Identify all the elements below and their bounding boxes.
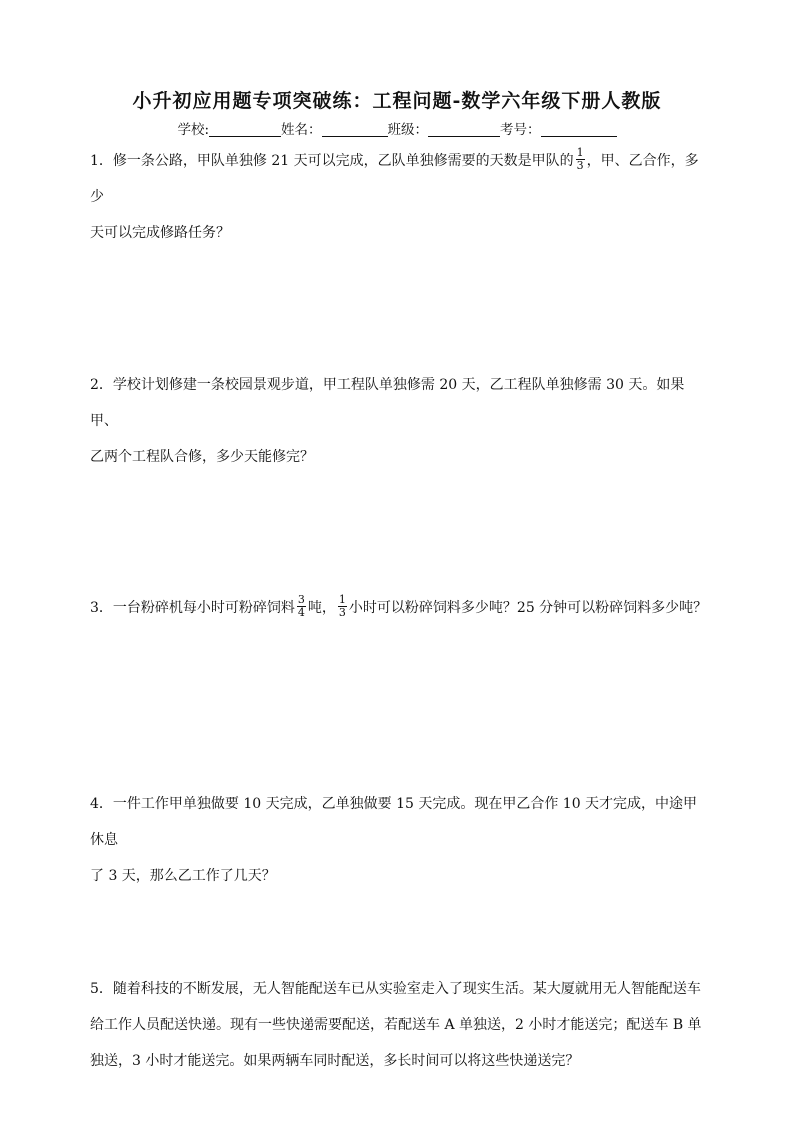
exam-no-label: 考号： bbox=[500, 122, 541, 138]
fraction-denominator: 3 bbox=[576, 158, 584, 172]
fraction-denominator: 4 bbox=[297, 605, 305, 619]
question-5-line-2: 给工作人员配送快递。现有一些快递需要配送，若配送车 A 单独送，2 小时才能送完；配送车 B 单 bbox=[90, 1017, 702, 1033]
question-2-line-1: 2．学校计划修建一条校园景观步道，甲工程队单独修需 20 天，乙工程队单独修需 30 天。如果甲、 bbox=[90, 377, 685, 429]
exam-no-blank bbox=[541, 122, 617, 137]
page-title: 小升初应用题专项突破练：工程问题-数学六年级下册人教版 bbox=[132, 90, 662, 112]
question-1-line-1 bbox=[90, 143, 710, 215]
question-3-text-b: 吨， bbox=[307, 600, 336, 616]
question-1-text-b: ，甲、乙合作，多少 bbox=[90, 153, 699, 205]
school-blank bbox=[209, 122, 281, 137]
fraction-numerator: 1 bbox=[576, 145, 584, 159]
fraction-three-quarters bbox=[297, 594, 306, 619]
class-label: 班级： bbox=[387, 122, 429, 138]
name-label: 姓名： bbox=[281, 122, 322, 138]
question-3-line-1 bbox=[90, 590, 710, 626]
school-label: 学校: bbox=[177, 122, 210, 138]
question-2 bbox=[90, 367, 710, 475]
question-1-line-2: 天可以完成修路任务？ bbox=[90, 225, 230, 241]
fraction-numerator: 1 bbox=[338, 592, 346, 606]
question-4-line-2: 了 3 天，那么乙工作了几天？ bbox=[90, 868, 276, 884]
question-3-text-a: 3．一台粉碎机每小时可粉碎饲料 bbox=[90, 600, 295, 616]
question-5-line-3: 独送，3 小时才能送完。如果两辆车同时配送，多长时间可以将这些快递送完？ bbox=[90, 1053, 580, 1069]
name-blank bbox=[322, 122, 388, 137]
question-3 bbox=[90, 590, 710, 626]
class-blank bbox=[428, 122, 500, 137]
question-2-line-2: 乙两个工程队合修，多少天能修完？ bbox=[90, 449, 314, 465]
fraction-numerator: 3 bbox=[297, 592, 305, 606]
student-info-line bbox=[0, 118, 794, 138]
fraction-one-third bbox=[576, 147, 585, 172]
fraction-one-third bbox=[338, 594, 347, 619]
question-4-line-1: 4．一件工作甲单独做要 10 天完成，乙单独做要 15 天完成。现在甲乙合作 10 天才完成，中途甲休息 bbox=[90, 796, 698, 848]
question-3-text-c: 小时可以粉碎饲料多少吨？25 分钟可以粉碎饲料多少吨？ bbox=[348, 600, 708, 616]
question-1 bbox=[90, 143, 710, 251]
fraction-denominator: 3 bbox=[338, 605, 346, 619]
question-1-text-a: 1．修一条公路，甲队单独修 21 天可以完成，乙队单独修需要的天数是甲队的 bbox=[90, 153, 574, 169]
question-5-line-1: 5．随着科技的不断发展，无人智能配送车已从实验室走入了现实生活。某大厦就用无人智能配送车 bbox=[90, 981, 701, 997]
question-4 bbox=[90, 786, 710, 894]
question-5 bbox=[90, 971, 710, 1079]
